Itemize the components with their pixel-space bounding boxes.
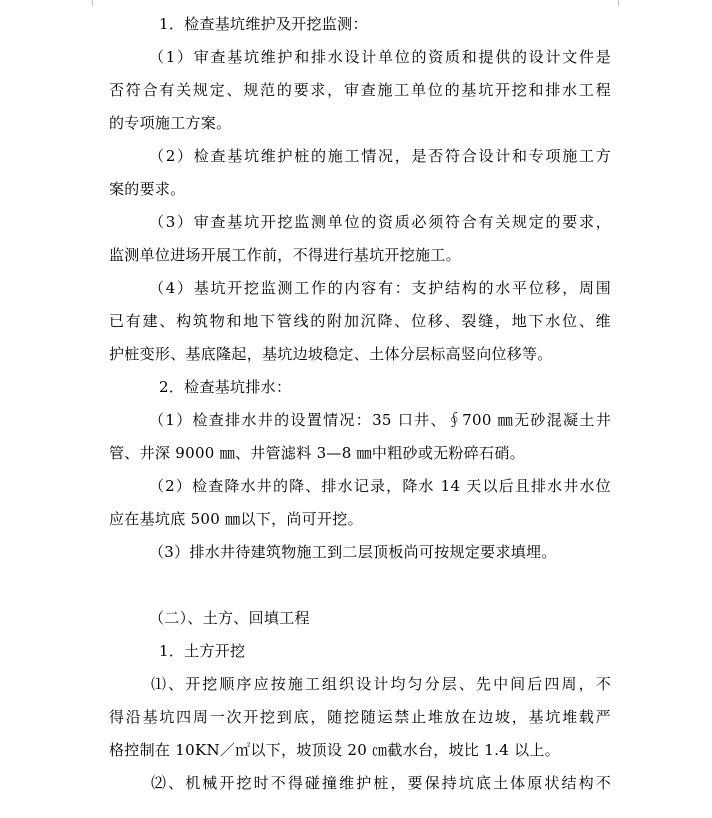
paragraph-line: （4）基坑开挖监测工作的内容有：支护结构的水平位移，周围 [149,279,611,297]
paragraph-line: 监测单位进场开展工作前，不得进行基坑开挖施工。 [109,246,461,264]
crop-mark-top-right [618,0,619,6]
paragraph-line: （3）审查基坑开挖监测单位的资质必须符合有关规定的要求， [149,213,611,231]
paragraph-line: ⑵、机械开挖时不得碰撞维护桩，要保持坑底土体原状结构不 [151,774,611,792]
paragraph-line: （2）检查基坑维护桩的施工情况，是否符合设计和专项施工方 [149,147,611,165]
paragraph-line: 护桩变形、基底隆起，基坑边坡稳定、土体分层标高竖向位移等。 [109,345,553,363]
heading-pit-drainage: 2．检查基坑排水： [159,378,292,396]
document-body [109,8,611,800]
heading-foundation-pit-monitoring: 1．检查基坑维护及开挖监测： [159,15,368,33]
paragraph-line: 格控制在 10KN／㎡以下，坡顶设 20 ㎝截水台，坡比 1.4 以上。 [109,741,561,759]
paragraph-line: 应在基坑底 500 ㎜以下，尚可开挖。 [109,510,363,528]
paragraph-line: 管、井深 9000 ㎜、井管滤料 3—8 ㎜中粗砂或无粉碎石硝。 [109,444,525,462]
heading-earth-excavation: 1．土方开挖 [159,642,246,660]
paragraph-line: 的专项施工方案。 [109,114,232,132]
paragraph-line: ⑴、开挖顺序应按施工组织设计均匀分层、先中间后四周，不 [151,675,611,693]
paragraph-line: （1）检查排水井的设置情况：35 口井、∮700 ㎜无砂混凝土井 [149,411,611,429]
paragraph-line: （2）检查降水井的降、排水记录，降水 14 天以后且排水井水位 [149,477,611,495]
paragraph-line: （1）审查基坑维护和排水设计单位的资质和提供的设计文件是 [149,48,611,66]
blank-line [109,569,611,602]
paragraph-line: （3）排水井待建筑物施工到二层顶板尚可按规定要求填埋。 [149,543,557,561]
section-heading-earthwork: （二）、土方、回填工程 [149,609,310,627]
paragraph-line: 得沿基坑四周一次开挖到底，随挖随运禁止堆放在边坡，基坑堆载严 [109,708,611,726]
paragraph-line: 否符合有关规定、规范的要求，审查施工单位的基坑开挖和排水工程 [109,81,611,99]
crop-mark-top-left [92,0,93,6]
paragraph-line: 已有建、构筑物和地下管线的附加沉降、位移、裂缝，地下水位、维 [109,312,611,330]
paragraph-line: 案的要求。 [109,180,186,198]
